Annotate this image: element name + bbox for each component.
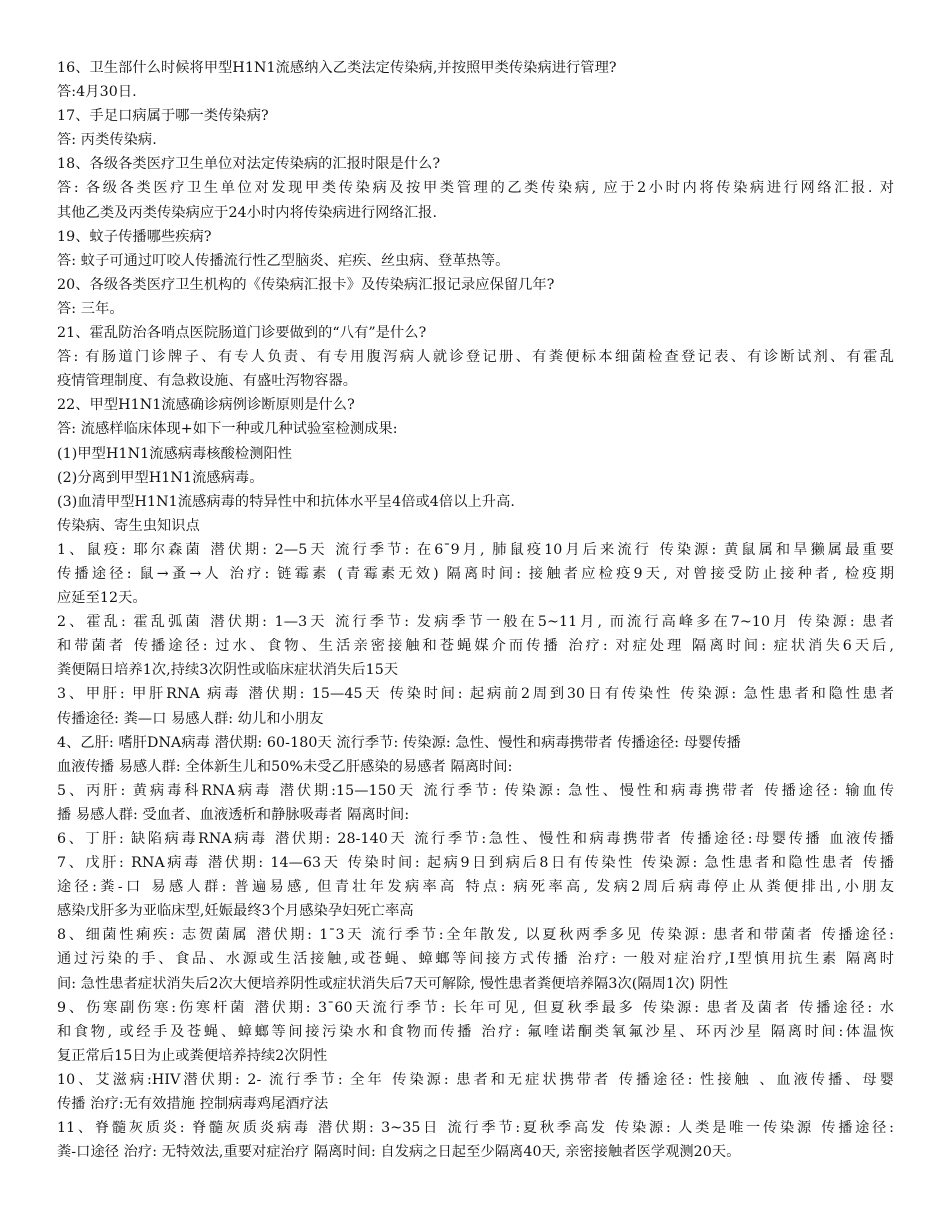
- text-line: 粪便隔日培养1次,持续3次阴性或临床症状消失后15天: [57, 662, 399, 679]
- text-line: 17、手足口病属于哪一类传染病?: [57, 108, 269, 125]
- text-line: 4、乙肝: 嗜肝DNA病毒 潜伏期: 60-180天 流行季节: 传染源: 急性、慢性和病毒携带者 传播途径: 母婴传播: [57, 734, 741, 751]
- text-line: 播 易感人群: 受血者、血液透析和静脉吸毒者 隔离时间:: [57, 806, 410, 823]
- text-line: 21、霍乱防治各哨点医院肠道门诊要做到的“八有”是什么?: [57, 325, 427, 342]
- text-line: 传播 治疗:无有效措施 控制病毒鸡尾酒疗法: [57, 1096, 329, 1113]
- text-line: 9、伤寒副伤寒:伤寒杆菌 潜伏期: 3¯60天流行季节: 长年可见, 但夏秋季最多 传染源: 患者及菌者 传播途径: 水: [57, 999, 894, 1016]
- text-line: 答: 各级各类医疗卫生单位对发现甲类传染病及按甲类管理的乙类传染病, 应于2小时内将传染病进行网络汇报. 对: [57, 180, 894, 197]
- text-line: 16、卫生部什么时候将甲型H1N1流感纳入乙类法定传染病,并按照甲类传染病进行管理?: [57, 60, 617, 76]
- text-line: 5、丙肝: 黄病毒科RNA病毒 潜伏期:15—150天 流行季节: 传染源: 急性、慢性和病毒携带者 传播途径: 输血传: [57, 782, 894, 799]
- text-line: 答:4月30日.: [57, 84, 137, 101]
- text-line: 途径:粪-口 易感人群: 普遍易感, 但青壮年发病率高 特点: 病死率高, 发病2周后病毒停止从粪便排出,小朋友: [57, 879, 894, 896]
- text-line: 和带菌者 传播途径: 过水、食物、生活亲密接触和苍蝇媒介而传播 治疗: 对症处理 隔离时间: 症状消失6天后,: [57, 638, 894, 655]
- text-line: 22、甲型H1N1流感确诊病例诊断原则是什么?: [57, 397, 355, 414]
- text-line: 20、各级各类医疗卫生机构的《传染病汇报卡》及传染病汇报记录应保留几年?: [57, 276, 555, 293]
- text-line: 其他乙类及丙类传染病应于24小时内将传染病进行网络汇报.: [57, 204, 438, 221]
- text-line: 传染病、寄生虫知识点: [57, 517, 200, 534]
- text-line: 7、戊肝: RNA病毒 潜伏期: 14—63天 传染时间: 起病9日到病后8日有传染性 传染源: 急性患者和隐性患者 传播: [57, 855, 894, 872]
- text-line: (2)分离到甲型H1N1流感病毒。: [57, 469, 264, 486]
- text-line: 6、丁肝: 缺陷病毒RNA病毒 潜伏期: 28-140天 流行季节:急性、慢性和病毒携带者 传播途径:母婴传播 血液传播: [57, 831, 894, 847]
- text-line: 2、霍乱: 霍乱弧菌 潜伏期: 1—3天 流行季节: 发病季节一般在5~11月, 而流行高峰多在7~10月 传染源: 患者: [57, 614, 894, 631]
- text-line: 3、甲肝: 甲肝RNA 病毒 潜伏期: 15—45天 传染时间: 起病前2周到30日有传染性 传染源: 急性患者和隐性患者: [57, 686, 894, 703]
- text-line: (1)甲型H1N1流感病毒核酸检测阳性: [57, 445, 293, 462]
- text-line: 8、细菌性痢疾: 志贺菌属 潜伏期: 1¯3天 流行季节:全年散发, 以夏秋两季多见 传染源: 患者和带菌者 传播途径:: [57, 927, 894, 944]
- text-line: 应延至12天。: [57, 590, 147, 607]
- text-line: 答: 丙类传染病.: [57, 132, 157, 149]
- text-line: 答: 流感样临床体现+如下一种或几种试验室检测成果:: [57, 421, 398, 438]
- text-line: 粪-口途径 治疗: 无特效法,重要对症治疗 隔离时间: 自发病之日起至少隔离40天, 亲密接触者医学观测20天。: [57, 1144, 741, 1161]
- text-line: 答: 蚊子可通过叮咬人传播流行性乙型脑炎、疟疾、丝虫病、登革热等。: [57, 252, 510, 269]
- text-line: 和食物, 或经手及苍蝇、蟑螂等间接污染水和食物而传播 治疗: 氟喹诺酮类氧氟沙星、环丙沙星 隔离时间:体温恢: [57, 1023, 894, 1040]
- text-line: 答: 三年。: [57, 300, 124, 317]
- text-line: 10、艾滋病:HIV潜伏期: 2- 流行季节: 全年 传染源: 患者和无症状携带者 传播途径: 性接触 、血液传播、母婴: [57, 1071, 894, 1088]
- text-line: 疫情管理制度、有急救设施、有盛吐泻物容器。: [57, 373, 358, 390]
- text-line: 18、各级各类医疗卫生单位对法定传染病的汇报时限是什么?: [57, 156, 441, 173]
- text-line: 通过污染的手、食品、水源或生活接触,或苍蝇、蟑螂等间接方式传播 治疗: 一般对症治疗,I型慎用抗生素 隔离时: [57, 951, 894, 968]
- text-line: 传播途径: 粪—口 易感人群: 幼儿和小朋友: [57, 710, 324, 727]
- text-line: 感染戊肝多为亚临床型,妊娠最终3个月感染孕妇死亡率高: [57, 903, 414, 920]
- text-line: 复正常后15日为止或粪便培养持续2次阴性: [57, 1047, 328, 1064]
- text-line: 19、蚊子传播哪些疾病?: [57, 228, 212, 245]
- text-line: 血液传播 易感人群: 全体新生儿和50%未受乙肝感染的易感者 隔离时间:: [57, 758, 513, 775]
- text-line: 传播途径: 鼠→蚤→人 治疗: 链霉素 (青霉素无效) 隔离时间: 接触者应检疫9天, 对曾接受防止接种者, 检疫期: [57, 565, 894, 582]
- text-line: 间: 急性患者症状消失后2次大便培养阴性或症状消失后7天可解除, 慢性患者粪便培养隔3次(隔周1次) 阴性: [57, 975, 729, 992]
- text-line: 答: 有肠道门诊牌子、有专人负责、有专用腹泻病人就诊登记册、有粪便标本细菌检查登记表、有诊断试剂、有霍乱: [57, 349, 894, 366]
- text-line: 1、鼠疫: 耶尔森菌 潜伏期: 2—5天 流行季节: 在6¯9月, 肺鼠疫10月后来流行 传染源: 黄鼠属和旱獭属最重要: [57, 541, 894, 558]
- text-line: (3)血清甲型H1N1流感病毒的特异性中和抗体水平呈4倍或4倍以上升高.: [57, 493, 515, 510]
- text-line: 11、脊髓灰质炎: 脊髓灰质炎病毒 潜伏期: 3~35日 流行季节:夏秋季高发 传染源: 人类是唯一传染源 传播途径:: [57, 1120, 894, 1137]
